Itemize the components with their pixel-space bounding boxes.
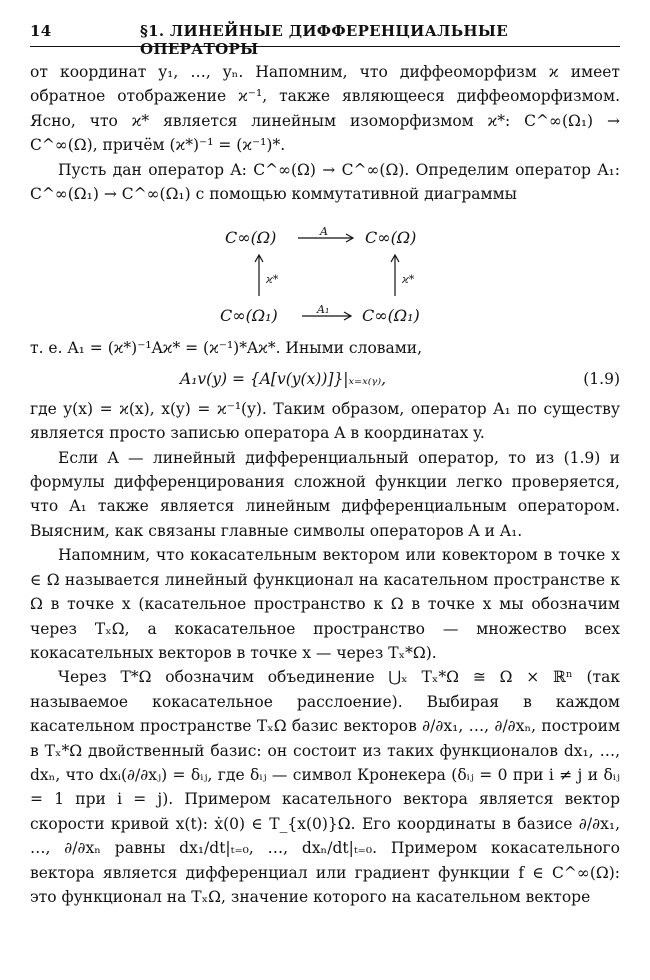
paragraph-4: где y(x) = ϰ(x), x(y) = ϰ⁻¹(y). Таким образом, оператор A₁ по существу является просто записью оператора A в координатах y. [30, 399, 620, 443]
page-number: 14 [30, 22, 52, 40]
formula-number: (1.9) [583, 369, 620, 388]
running-title: §1. ЛИНЕЙНЫЕ ДИФФЕРЕНЦИАЛЬНЫЕ ОПЕРАТОРЫ [140, 22, 508, 58]
page-body [30, 60, 620, 909]
diagram-node-top-right: C∞(Ω) [365, 228, 417, 248]
paragraph-3: т. е. A₁ = (ϰ*)⁻¹Aϰ* = (ϰ⁻¹)*Aϰ*. Иными словами, [30, 339, 423, 358]
diagram-label-top: A [320, 225, 328, 239]
header-rule [30, 46, 620, 47]
diagram-label-left: ϰ* [266, 273, 279, 287]
diagram-node-bottom-right: C∞(Ω₁) [362, 306, 420, 326]
diagram-label-bottom: A₁ [317, 303, 330, 317]
diagram-label-right: ϰ* [402, 273, 415, 287]
paragraph-5: Если A — линейный дифференциальный оператор, то из (1.9) и формулы дифференцирования сложной функции легко проверяется, что A₁ также является линейным дифференциальным оператором. Выясним, как связаны главные символы операторов A и A₁. [30, 448, 620, 540]
diagram-node-bottom-left: C∞(Ω₁) [220, 306, 278, 326]
formula-1-9 [30, 361, 620, 397]
paragraph-7: Через T*Ω обозначим объединение ⋃ₓ Tₓ*Ω ≅ Ω × ℝⁿ (так называемое кокасательное расслоение). Выбирая в каждом касательном пространстве TₓΩ базис векторов ∂/∂x₁, …, ∂/∂xₙ, построим в Tₓ*Ω двойственный базис: он состоит из таких функционалов dx₁, …, dxₙ, что dxᵢ(∂/∂xⱼ) = δᵢⱼ, где δᵢⱼ — символ Кронекера (δᵢⱼ = 0 при i ≠ j и δᵢⱼ = 1 при i = j). Примером касательного вектора является вектор скорости кривой x(t): ẋ(0) ∈ T_{x(0)}Ω. Его координаты в базисе ∂/∂x₁, …, ∂/∂xₙ равны dx₁/dt|ₜ₌₀, …, dxₙ/dt|ₜ₌₀. Примером кокасательного вектора является дифференциал или градиент функции f ∈ C^∞(Ω): это функционал на TₓΩ, значение которого на касательном векторе [30, 668, 620, 906]
commutative-diagram [30, 216, 620, 334]
running-header [30, 22, 620, 58]
formula-text: A₁v(y) = {A[v(y(x))]}|ₓ₌ₓ₍ᵧ₎, [180, 369, 387, 388]
paragraph-2: Пусть дан оператор A: C^∞(Ω) → C^∞(Ω). Определим оператор A₁: C^∞(Ω₁) → C^∞(Ω₁) с помощью коммутативной диаграммы [30, 160, 620, 204]
paragraph-6: Напомним, что кокасательным вектором или ковектором в точке x ∈ Ω называется линейный функционал на касательном пространстве к Ω в точке x (касательное пространство к Ω в точке x мы обозначим через TₓΩ, а кокасательное пространство — множество всех кокасательных векторов в точке x — через Tₓ*Ω). [30, 546, 620, 662]
diagram-node-top-left: C∞(Ω) [225, 228, 277, 248]
paragraph-1: от координат y₁, …, yₙ. Напомним, что диффеоморфизм ϰ имеет обратное отображение ϰ⁻¹, также являющееся диффеоморфизмом. Ясно, что ϰ* является линейным изоморфизмом ϰ*: C^∞(Ω₁) → C^∞(Ω), причём (ϰ*)⁻¹ = (ϰ⁻¹)*. [30, 63, 620, 155]
